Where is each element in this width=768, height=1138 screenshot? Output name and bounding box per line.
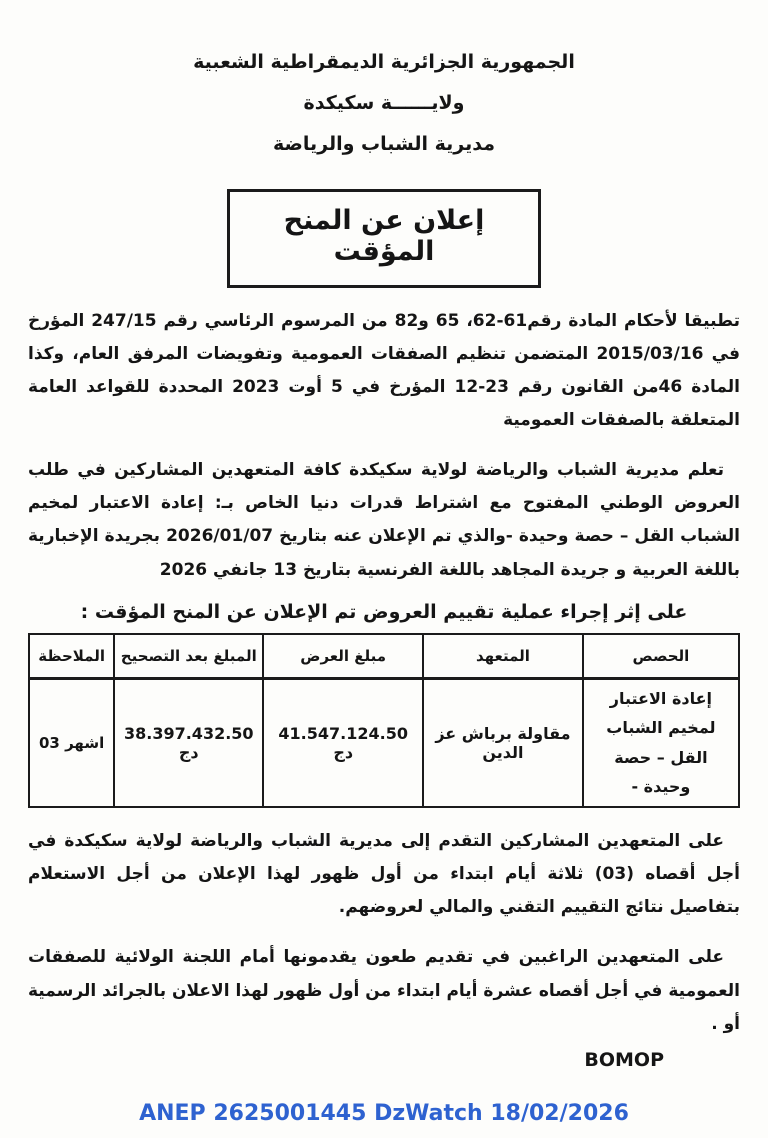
notice-text-before: تعلم مديرية الشباب والرياضة لولاية سكيكدة كافة المتعهدين المشاركين في طلب العروض الوطني المفتوح مع اشتراط قدرات دنيا الخاص بـ: (28, 460, 740, 514)
table-header-row (29, 634, 739, 679)
information-deadline-paragraph: على المتعهدين المشاركين التقدم إلى مديرية الشباب والرياضة لولاية سكيكدة في أجل أقصاه (03) ثلاثة أيام ابتداء من أول ظهور لهذا الإعلان من أجل الاستعلام بتفاصيل نتائج التقييم التقني والمالي لعروضهم. (28, 831, 740, 918)
cell-bidder-name: مقاولة برباش عز الدين (423, 678, 583, 807)
column-header-corrected-amount: المبلغ بعد التصحيح (114, 634, 263, 679)
cell-lot-description: إعادة الاعتبار لمخيم الشباب القل – حصة وحيدة - (583, 678, 739, 807)
column-header-bidder: المتعهد (423, 634, 583, 679)
cell-offer-amount: 41.547.124.50 دج (263, 678, 423, 807)
cell-corrected-amount: 38.397.432.50 دج (114, 678, 263, 807)
government-header (28, 42, 740, 165)
notice-paragraph (28, 454, 740, 587)
appeal-deadline-paragraph: على المتعهدين الراغبين في تقديم طعون يقدمونها أمام اللجنة الولائية للصفقات العمومية في أجل أقصاه عشرة أيام ابتداء من أول ظهور لهذا الاعلان بالجرائد الرسمية أو . (28, 947, 740, 1034)
legal-basis-paragraph: تطبيقا لأحكام المادة رقم61-62، 65 و82 من المرسوم الرئاسي رقم 247/15 المؤرخ في 2015/03/16 المتضمن تنظيم الصفقات العمومية وتفويضات المرفق العام، وكذا المادة 46من القانون رقم 23-12 المؤرخ في 5 أوت 2023 المحددة للقواعد العامة المتعلقة بالصفقات العمومية (28, 310, 740, 430)
notice-project-name: إعادة الاعتبار لمخيم الشباب القل – حصة وحيدة - (28, 493, 741, 547)
results-heading: على إثر إجراء عملية تقييم العروض تم الإعلان عن المنح المؤقت : (80, 600, 688, 623)
bomop-label: BOMOP (584, 1048, 664, 1071)
anep-footer: ANEP 2625001445 DzWatch 18/02/2026 (139, 1101, 629, 1126)
column-header-offer-amount: مبلغ العرض (263, 634, 423, 679)
announcement-title-box (227, 189, 541, 288)
header-directorate-line: مديرية الشباب والرياضة (273, 132, 495, 155)
column-header-remark: الملاحظة (29, 634, 114, 679)
column-header-lots: الحصص (583, 634, 739, 679)
provisional-award-table (28, 633, 740, 808)
notice-text-after: والذي تم الإعلان عنه بتاريخ 2026/01/07 بجريدة الإخبارية باللغة العربية و جريدة المجاهد باللغة الفرنسية بتاريخ 13 جانفي 2026 (28, 526, 740, 580)
header-republic-line: الجمهورية الجزائرية الديمقراطية الشعبية (193, 51, 575, 73)
table-row (29, 678, 739, 807)
header-wilaya-line: ولايــــــة سكيكدة (303, 91, 465, 114)
cell-remark: 03 اشهر (29, 678, 114, 807)
announcement-title: إعلان عن المنح المؤقت (283, 204, 485, 267)
